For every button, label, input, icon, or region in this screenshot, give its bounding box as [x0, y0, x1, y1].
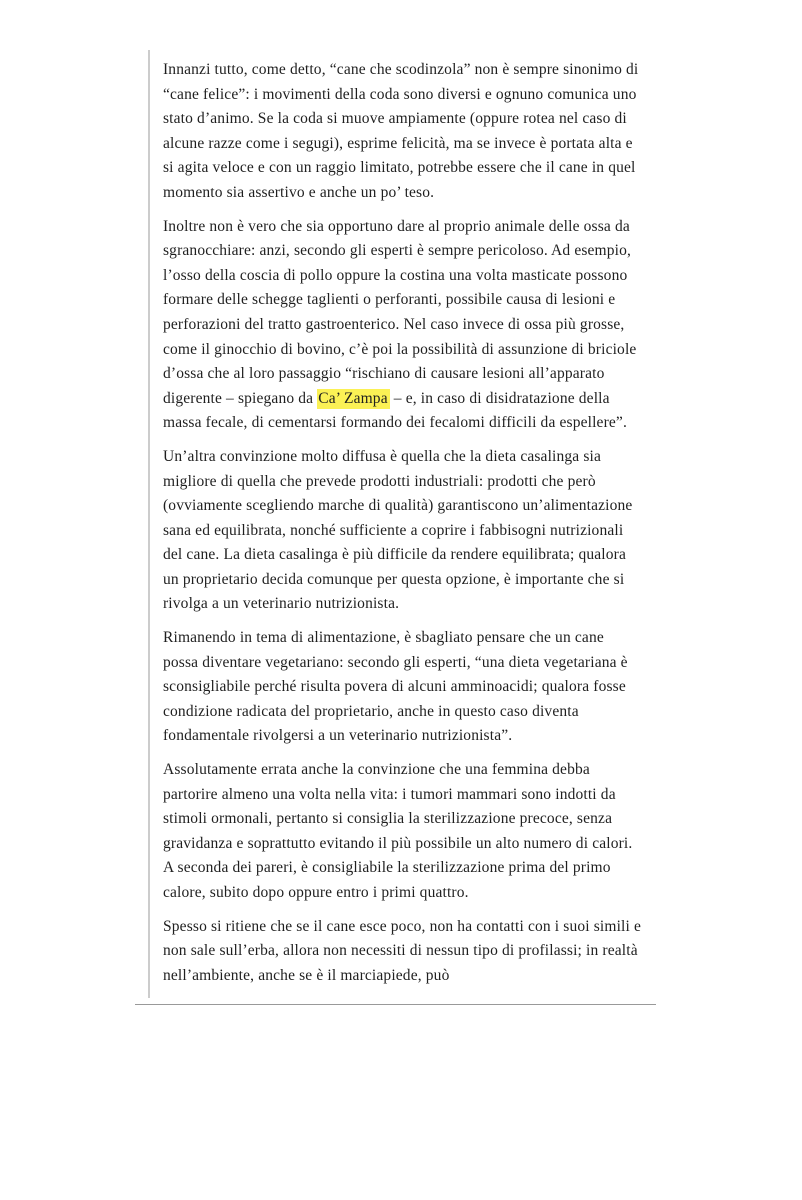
paragraph-2-before-highlight: Inoltre non è vero che sia opportuno dare al proprio animale delle ossa da sgranocchiare: anzi, secondo gli esperti è sempre pericoloso. Ad esempio, l’osso della coscia di pollo oppure la costina una volta masticate possono formare delle schegge taglienti o perforanti, possibile causa di lesioni e perforazioni del tratto gastroenterico. Nel caso invece di ossa più grosse, come il ginocchio di bovino, c’è poi la possibilità di assunzione di briciole d’ossa che al loro passaggio “rischiano di causare lesioni all’apparato digerente – spiegano da [163, 217, 637, 407]
paragraph-2 [163, 215, 642, 436]
paragraph-5: Assolutamente errata anche la convinzione che una femmina debba partorire almeno una volta nella vita: i tumori mammari sono indotti da stimoli ormonali, pertanto si consiglia la sterilizzazione precoce, senza gravidanza e soprattutto evitando il più possibile un alto numero di calori. A seconda dei pareri, è consigliabile la sterilizzazione prima del primo calore, subito dopo oppure entro i primi quattro. [163, 761, 633, 901]
section-divider [135, 1004, 656, 1005]
paragraph-6: Spesso si ritiene che se il cane esce poco, non ha contatti con i suoi simili e non sale sull’erba, allora non necessiti di nessun tipo di profilassi; in realtà nell’ambiente, anche se è il marciapiede, può [163, 917, 642, 984]
paragraph-4: Rimanendo in tema di alimentazione, è sbagliato pensare che un cane possa diventare vegetariano: secondo gli esperti, “una dieta vegetariana è sconsigliabile perché risulta povera di alcuni amminoacidi; qualora fosse condizione radicata del proprietario, anche in questo caso diventa fondamentale rivolgersi a un veterinario nutrizionista”. [163, 629, 628, 745]
ca-zampa-highlighted-link[interactable]: Ca’ Zampa [318, 389, 388, 407]
article-quote-block [148, 50, 642, 998]
paragraph-2-after-highlight: – e, in caso di disidratazione della massa fecale, di cementarsi formando dei fecalomi difficili da espellere”. [163, 389, 627, 432]
paragraph-3: Un’altra convinzione molto diffusa è quella che la dieta casalinga sia migliore di quella che prevede prodotti industriali: prodotti che però (ovviamente scegliendo marche di qualità) garantiscono un’alimentazione sana ed equilibrata, nonché sufficiente a coprire i fabbisogni nutrizionali del cane. La dieta casalinga è più difficile da rendere equilibrata; qualora un proprietario decida comunque per questa opzione, è importante che si rivolga a un veterinario nutrizionista. [163, 447, 633, 613]
paragraph-1: Innanzi tutto, come detto, “cane che scodinzola” non è sempre sinonimo di “cane felice”: i movimenti della coda sono diversi e ognuno comunica uno stato d’animo. Se la coda si muove ampiamente (oppure rotea nel caso di alcune razze come i segugi), esprime felicità, ma se invece è portata alta e si agita veloce e con un raggio limitato, potrebbe essere che il cane in quel momento sia assertivo e anche un po’ teso. [163, 61, 639, 201]
